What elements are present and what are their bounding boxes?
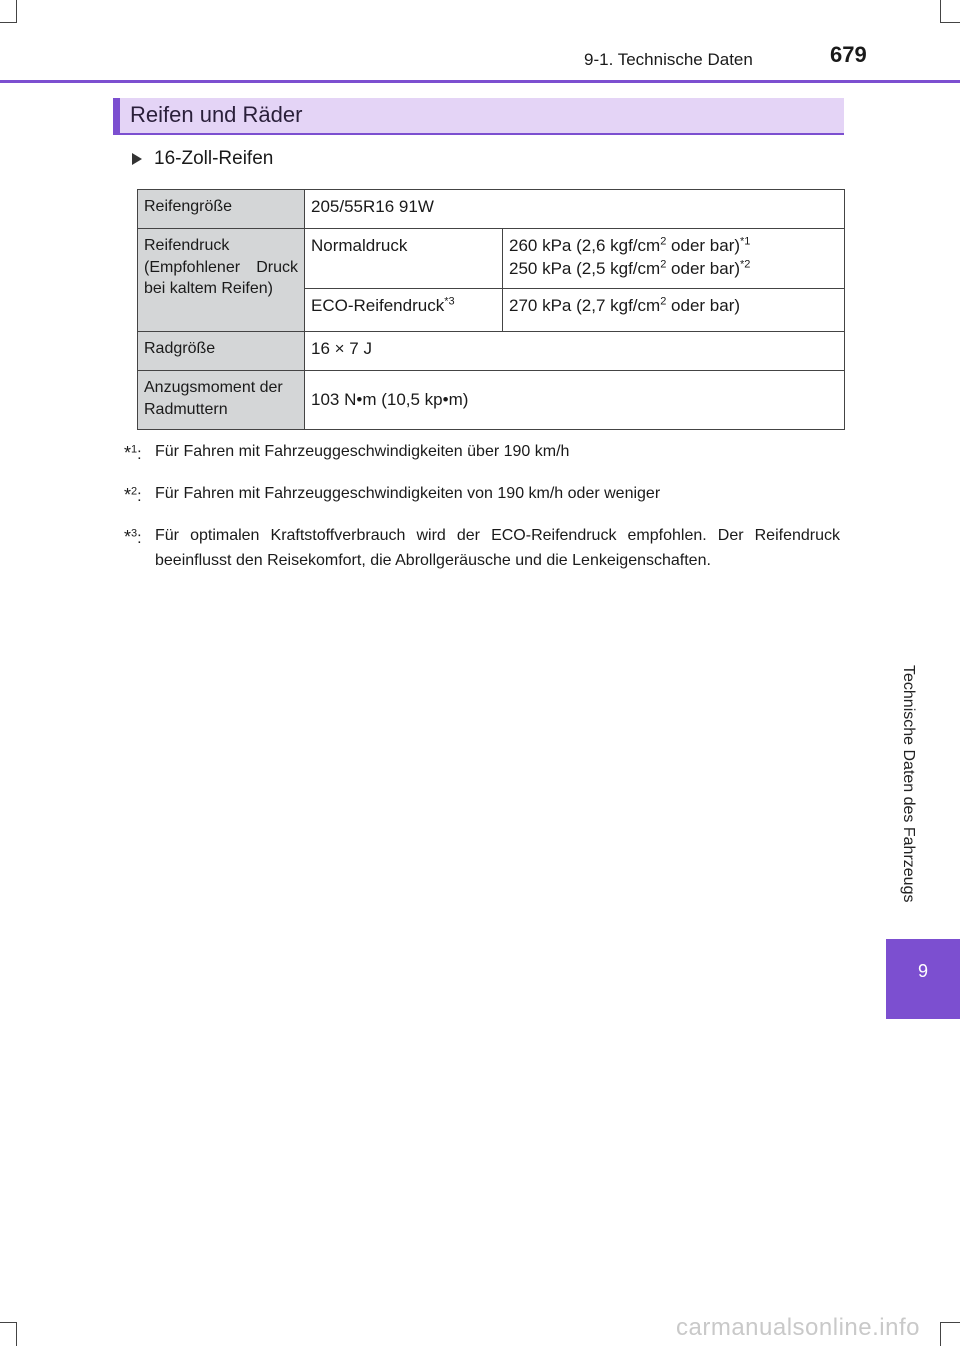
torque-label: Anzugsmoment der Radmuttern (138, 371, 305, 430)
eco-pressure-label (305, 289, 503, 332)
torque-value: 103 N•m (10,5 kp•m) (305, 371, 845, 430)
normal-pressure-value (503, 229, 845, 289)
footnote-mark: *$^1$: (124, 443, 142, 463)
watermark: carmanualsonline.info (676, 1314, 920, 1341)
normal-pressure-value-1: 260 kPa (2,6 kgf/cm (509, 236, 661, 255)
footnote (124, 482, 840, 510)
normal-pressure-value-1-rest: oder bar) (666, 236, 741, 255)
crop-mark (16, 1322, 17, 1346)
tire-pressure-label (138, 229, 305, 332)
footnote-text: Für optimalen Kraftstoffverbrauch wird der ECO-Reifendruck empfohlen. Der Reifendruck beeinflusst den Reisekomfort, die Abrollgeräusche und die Lenkeigenschaften. (155, 526, 840, 569)
footnote-star: * (124, 484, 132, 505)
footnote-star: * (124, 526, 132, 547)
exponent: 2 (660, 258, 667, 271)
footnote-mark: *$^2$: (124, 484, 142, 505)
crop-mark (0, 1322, 17, 1323)
crop-mark (0, 22, 17, 23)
exponent: 2 (660, 295, 667, 308)
crop-mark (940, 1322, 960, 1323)
footnote-number: 1 (131, 443, 138, 456)
eco-pressure-value (503, 289, 845, 332)
table-row (138, 229, 845, 289)
crop-mark (940, 22, 960, 23)
tire-size-label: Reifengröße (138, 190, 305, 229)
normal-pressure-value-2: 250 kPa (2,5 kgf/cm (509, 258, 661, 278)
subheading-text: 16-Zoll-Reifen (154, 148, 274, 169)
footnote-ref: *3 (444, 295, 455, 308)
footnote (124, 440, 840, 468)
tire-spec-table (137, 189, 845, 430)
chapter-number: 9 (917, 961, 928, 981)
section-heading-bar (113, 98, 844, 135)
page-number: 679 (830, 42, 867, 67)
crop-mark (940, 0, 941, 22)
table-row (138, 190, 845, 229)
crop-mark (940, 1322, 941, 1346)
running-header: 9-1. Technische Daten (584, 50, 753, 69)
wheel-size-value: 16 × 7 J (305, 332, 845, 371)
triangle-bullet-icon (132, 153, 142, 165)
footnote-number: 3 (131, 527, 138, 540)
tire-pressure-label-line: (Empfohlener Druck bei kaltem Reifen) (144, 258, 298, 298)
tire-pressure-label-line: Reifendruck (144, 237, 230, 254)
chapter-tab[interactable] (886, 939, 960, 1019)
eco-pressure-label-text: ECO-Reifendruck (311, 296, 445, 315)
footnote-mark: *$^3$: (124, 526, 142, 547)
chapter-side-label: Technische Daten des Fahrzeugs (900, 665, 917, 903)
footnotes (124, 440, 840, 587)
table-row (138, 332, 845, 371)
footnote-text: Für Fahren mit Fahrzeuggeschwindigkeiten von 190 km/h oder weniger (155, 484, 661, 502)
table-row (138, 371, 845, 430)
footnote-star: * (124, 443, 132, 463)
section-title: Reifen und Räder (130, 102, 303, 127)
eco-pressure-value-rest: oder bar) (666, 296, 741, 315)
wheel-size-label: Radgröße (138, 332, 305, 371)
subheading (132, 148, 273, 170)
normal-pressure-value-2-rest: oder bar) (666, 258, 741, 278)
section-accent (113, 98, 120, 133)
normal-pressure-label: Normaldruck (305, 229, 503, 289)
crop-mark (16, 0, 17, 22)
header-rule (0, 80, 960, 83)
footnote-number: 2 (131, 485, 138, 498)
exponent: 2 (660, 235, 667, 248)
eco-pressure-value-text: 270 kPa (2,7 kgf/cm (509, 296, 661, 315)
footnote-ref: *2 (740, 258, 751, 271)
tire-size-value: 205/55R16 91W (305, 190, 845, 229)
footnote-ref: *1 (740, 235, 751, 248)
footnote-text: Für Fahren mit Fahrzeuggeschwindigkeiten über 190 km/h (155, 443, 570, 460)
footnote (124, 524, 840, 574)
